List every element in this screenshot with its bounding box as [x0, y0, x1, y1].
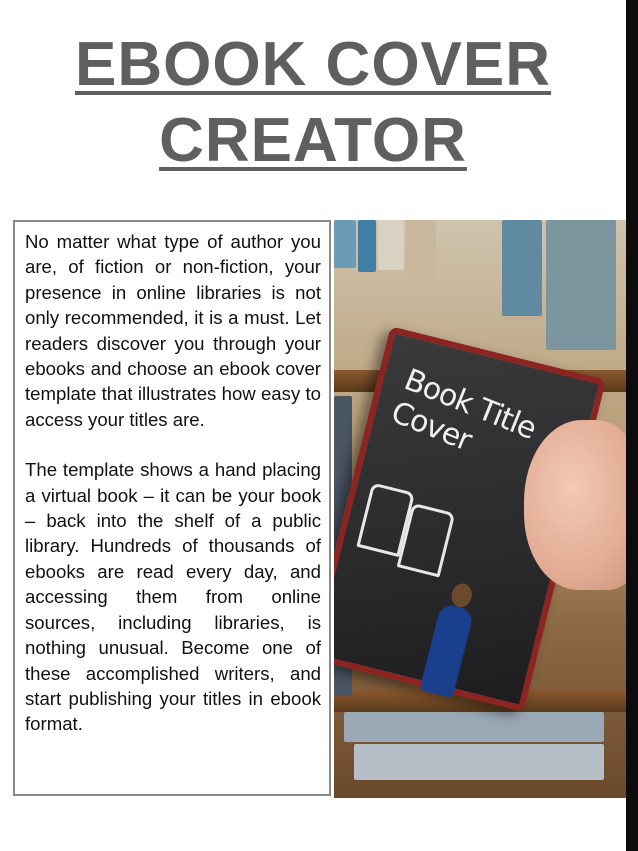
description-paragraph-2: The template shows a hand placing a virtual book – it can be your book – back into the shelf of a public library. Hundreds of thousands of ebooks are read every day, and accessing them from online sources, including libraries, is nothing unusual. Become one of these accomplished writers, and start publishing your titles in ebook format. [25, 459, 321, 735]
shelf-book [334, 220, 356, 268]
hand [524, 420, 626, 590]
page-title [0, 30, 626, 176]
right-edge-strip [626, 0, 638, 851]
description-box [13, 220, 331, 796]
shelf-book [502, 220, 542, 316]
description-paragraph-1: No matter what type of author you are, of fiction or non-fiction, your presence in online libraries is not only recommended, it is a must. Let readers discover you through your ebooks and choose an ebook cover template that illustrates how easy to access your titles are. [25, 231, 321, 430]
shelf-book [354, 744, 604, 780]
shelf-book [406, 220, 436, 278]
figure-dress [420, 603, 475, 699]
bookshelf-photo [334, 220, 626, 798]
title-line-2: CREATOR [159, 106, 467, 175]
shelf-book [546, 220, 616, 350]
shelf-book [358, 220, 376, 272]
shelf-book [344, 712, 604, 742]
shelf-book [378, 220, 404, 270]
title-line-1: EBOOK COVER [74, 30, 552, 99]
book-cover-title: Book Title Cover [386, 362, 541, 459]
